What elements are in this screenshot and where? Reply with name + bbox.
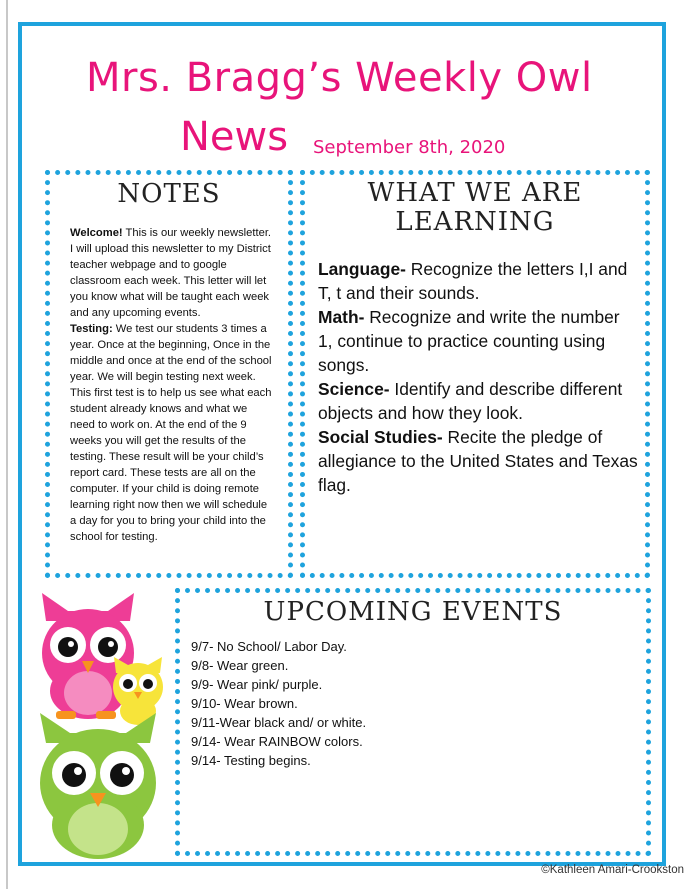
- list-item: 9/14- Wear RAINBOW colors.: [191, 734, 363, 749]
- newsletter-date: September 8th, 2020: [313, 137, 506, 158]
- events-box: [175, 588, 651, 856]
- copyright-credit: ©Kathleen Amari-Crookston: [541, 864, 684, 876]
- list-item: 9/14- Testing begins.: [191, 753, 311, 768]
- learning-item-social-studies: [318, 425, 638, 497]
- welcome-text: This is our weekly newsletter. I will upload this newsletter to my District teacher webpage and to google classroom each week. This letter will let you know what will be taught each week and any upcoming events.: [70, 227, 272, 319]
- welcome-label: Welcome!: [70, 227, 123, 239]
- notes-text: [70, 225, 275, 545]
- learning-heading: [305, 179, 645, 237]
- learning-heading-line1: WHAT WE ARE: [367, 178, 583, 208]
- subject-label: Social Studies-: [318, 427, 443, 447]
- list-item: 9/9- Wear pink/ purple.: [191, 677, 323, 692]
- subject-label: Math-: [318, 307, 365, 327]
- list-item: 9/7- No School/ Labor Day.: [191, 639, 347, 654]
- newsletter-title: Mrs. Bragg’s Weekly Owl: [86, 55, 593, 101]
- subject-text: Recognize the letters I,I and T, t and their sounds.: [318, 259, 628, 303]
- learning-item-science: [318, 377, 638, 425]
- learning-list: [318, 257, 638, 497]
- list-item: 9/11-Wear black and/ or white.: [191, 715, 367, 730]
- subject-label: Language-: [318, 259, 406, 279]
- green-owl-icon: [40, 713, 156, 859]
- events-heading: UPCOMING EVENTS: [263, 597, 563, 627]
- newsletter-title-continued: News: [180, 114, 289, 160]
- notes-box: [45, 170, 293, 578]
- learning-heading-line2: LEARNING: [395, 207, 555, 237]
- notes-heading: NOTES: [117, 179, 221, 209]
- testing-label: Testing:: [70, 323, 113, 335]
- testing-text: We test our students 3 times a year. Once at the beginning, Once in the middle and once at the end of the school year. We will begin testing next week. This first test is to help us see what each student already knows and what we need to work on. At the end of the 9 weeks you will get the results of the testing. These result will be your child’s report card. These tests are all on the computer. If your child is doing remote learning right now then we will schedule a day for you to bring your child into the school for testing.: [70, 323, 272, 543]
- list-item: 9/8- Wear green.: [191, 658, 289, 673]
- learning-item-language: [318, 257, 638, 305]
- learning-box: [300, 170, 650, 578]
- subject-text: Recite the pledge of allegiance to the United States and Texas flag.: [318, 427, 638, 495]
- owls-illustration: [38, 593, 168, 863]
- subject-text: Identify and describe different objects and how they look.: [318, 379, 623, 423]
- learning-item-math: [318, 305, 638, 377]
- page-margin-rule: [6, 0, 8, 889]
- subject-text: Recognize and write the number 1, continue to practice counting using songs.: [318, 307, 620, 375]
- list-item: 9/10- Wear brown.: [191, 696, 298, 711]
- events-list: [191, 637, 366, 770]
- subject-label: Science-: [318, 379, 390, 399]
